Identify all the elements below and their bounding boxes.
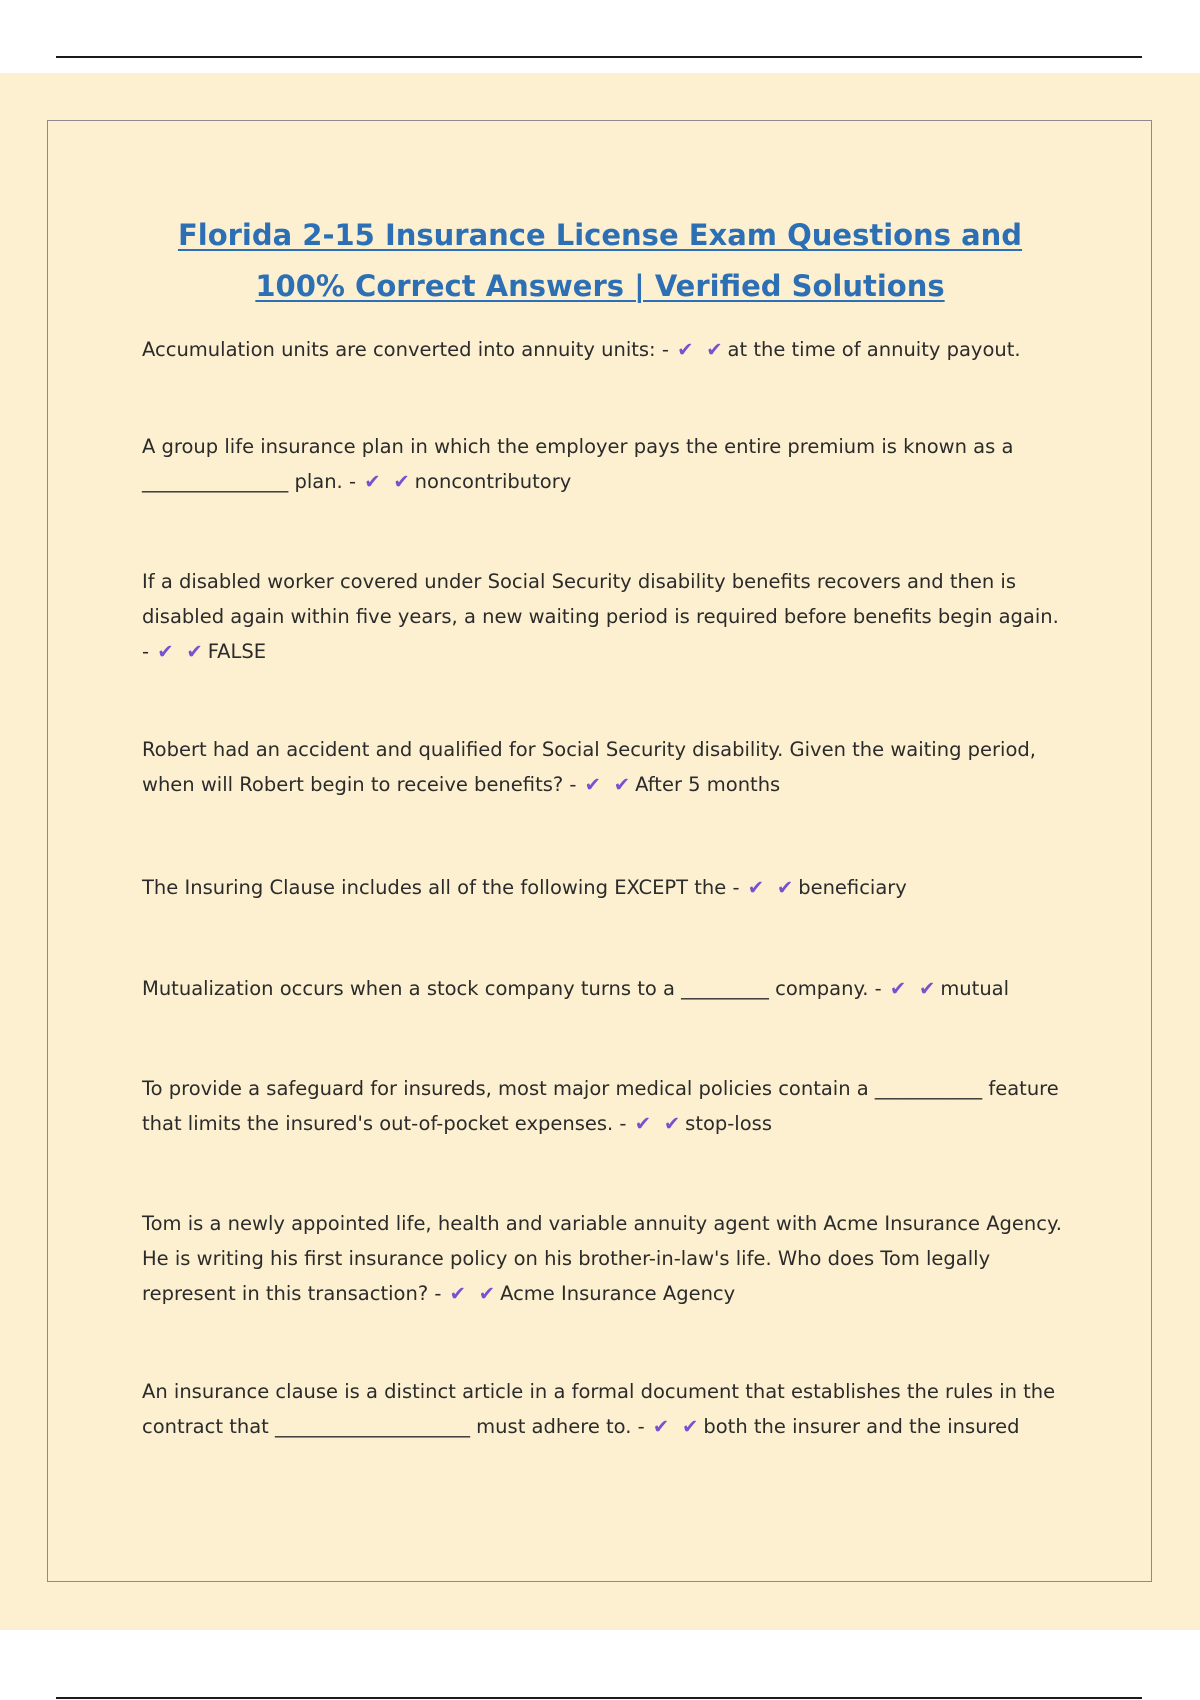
top-rule <box>56 56 1142 58</box>
question-text: Robert had an accident and qualified for Social Security disability. Given the waiting period, when will Robert begin to receive benefits? - <box>142 738 1036 796</box>
check-icon: ✔ ✔ <box>652 1415 702 1438</box>
answer-text: noncontributory <box>414 470 572 493</box>
answer-text: FALSE <box>207 640 267 663</box>
qa-item-4 <box>142 732 1062 802</box>
question-text: A group life insurance plan in which the employer pays the entire premium is known as a _______________ plan. - <box>142 435 1014 493</box>
answer-text: at the time of annuity payout. <box>727 338 1021 361</box>
qa-item-7 <box>142 1071 1062 1141</box>
qa-item-6 <box>142 971 1062 1006</box>
check-icon: ✔ ✔ <box>157 640 206 663</box>
answer-text: beneficiary <box>798 876 907 899</box>
question-text: An insurance clause is a distinct article in a formal document that establishes the rules in the contract that ____________________ must adhere to. - <box>142 1380 1056 1438</box>
qa-item-2 <box>142 429 1062 499</box>
answer-text: Acme Insurance Agency <box>500 1282 736 1305</box>
check-icon: ✔ ✔ <box>889 977 939 1000</box>
question-text: Tom is a newly appointed life, health and variable annuity agent with Acme Insurance Agency. He is writing his first insurance policy on his brother-in-law's life. Who does Tom legally represent in this transaction? - <box>142 1212 1062 1305</box>
answer-text: stop-loss <box>685 1112 772 1135</box>
question-text: Mutualization occurs when a stock company turns to a _________ company. - <box>142 977 882 1000</box>
question-text: To provide a safeguard for insureds, most major medical policies contain a ___________ feature that limits the insured's out-of-pocket expenses. - <box>142 1077 1059 1135</box>
qa-item-8 <box>142 1206 1062 1311</box>
check-icon: ✔ ✔ <box>449 1282 499 1305</box>
page-title: Florida 2-15 Insurance License Exam Questions and 100% Correct Answers | Verified Solutions <box>177 218 1023 303</box>
qa-item-1 <box>142 332 1062 367</box>
answer-text: mutual <box>940 977 1010 1000</box>
qa-item-5 <box>142 870 1062 905</box>
qa-item-3 <box>142 564 1062 669</box>
check-icon: ✔ ✔ <box>747 876 797 899</box>
question-text: The Insuring Clause includes all of the following EXCEPT the - <box>142 876 740 899</box>
bottom-rule <box>56 1697 1142 1699</box>
question-text: If a disabled worker covered under Social Security disability benefits recovers and then is disabled again within five years, a new waiting period is required before benefits begin again. - <box>142 570 1059 663</box>
question-text: Accumulation units are converted into annuity units: - <box>142 338 669 361</box>
check-icon: ✔ ✔ <box>677 338 726 361</box>
answer-text: After 5 months <box>635 773 781 796</box>
check-icon: ✔ ✔ <box>634 1112 684 1135</box>
check-icon: ✔ ✔ <box>364 470 413 493</box>
answer-text: both the insurer and the insured <box>703 1415 1020 1438</box>
qa-item-9 <box>142 1374 1062 1444</box>
check-icon: ✔ ✔ <box>584 773 634 796</box>
